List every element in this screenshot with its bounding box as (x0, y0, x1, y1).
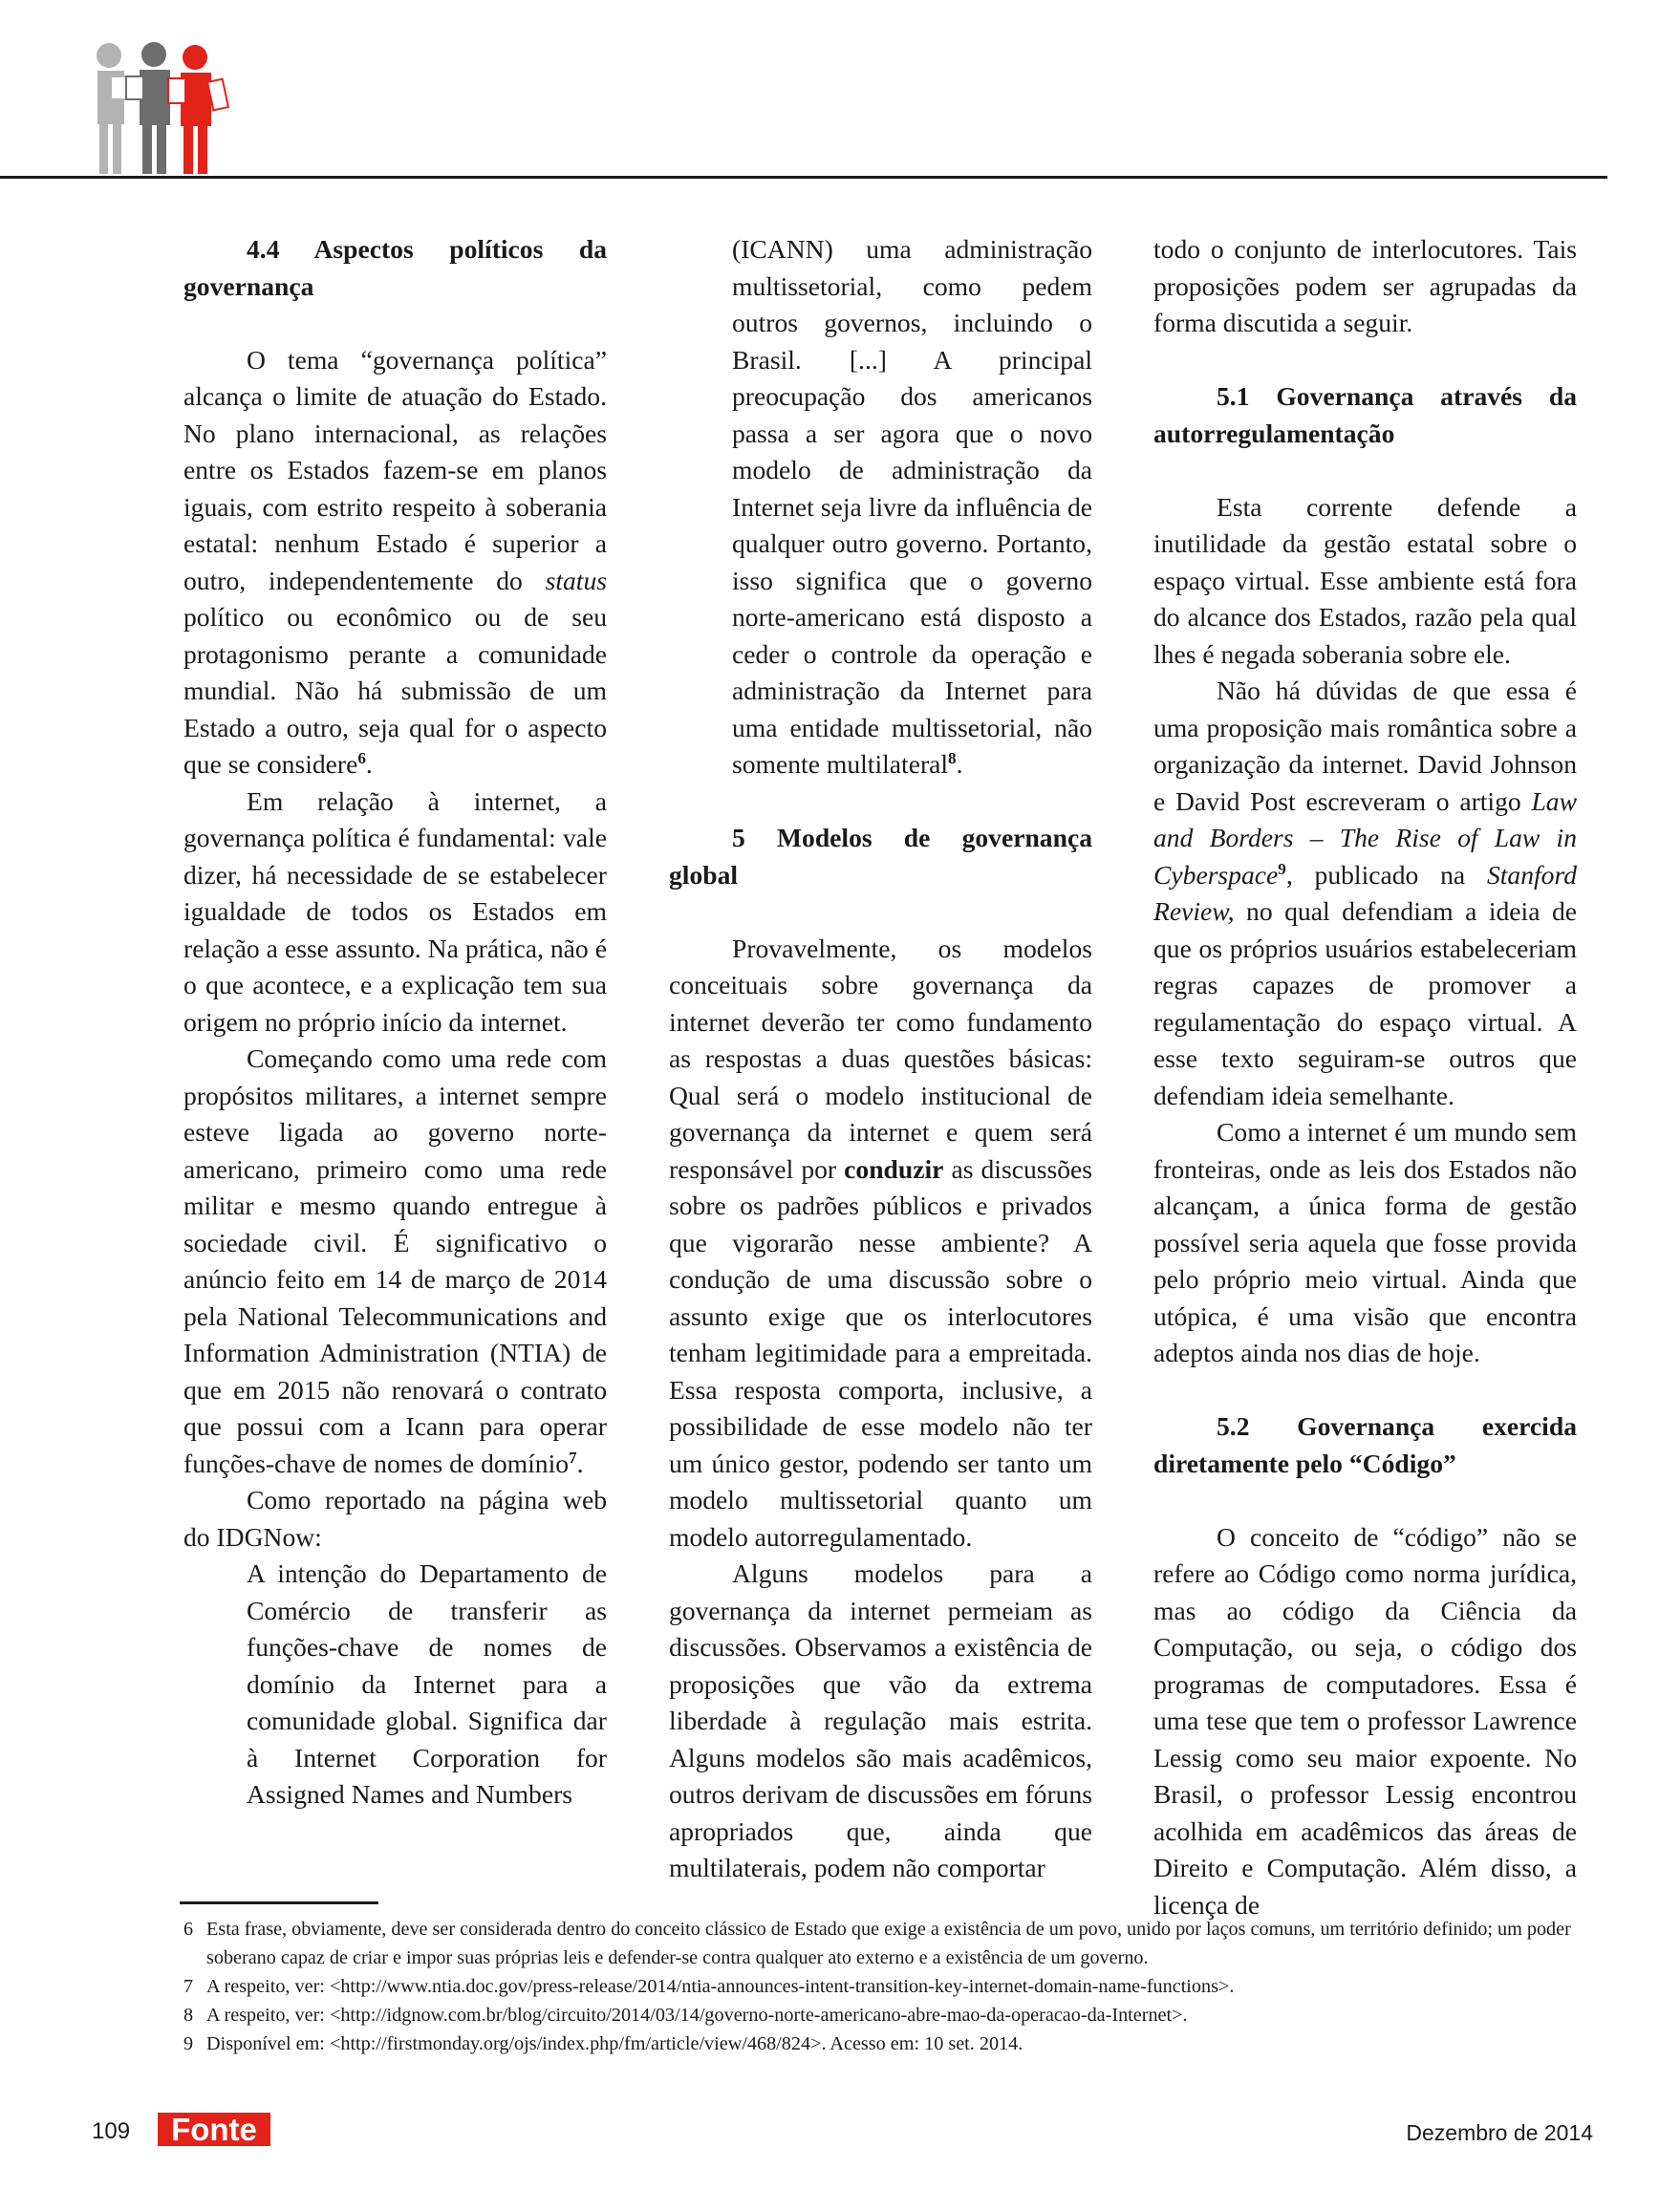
footnote-8: 8 A respeito, ver: <http://idgnow.com.br/blog/circuito/2014/03/14/governo-norte-americano-abre-mao-da-operacao-da-Internet>. (183, 2005, 1188, 2026)
footnote-ref: 7 (569, 1448, 577, 1467)
column-1 (183, 231, 607, 1814)
section-heading-5-2: 5.2 Governança exercida diretamente pelo “Código” (1153, 1411, 1577, 1478)
footnote-9: 9 Disponível em: <http://firstmonday.org/ojs/index.php/fm/article/view/468/824>. Acesso em: 10 set. 2014. (183, 2033, 1023, 2054)
block-quote-continued: (ICANN) uma administração multissetorial, como pedem outros governos, incluindo o Brasil. [...] A principal preocupação dos americanos passa a ser agora que o novo modelo de administração da Internet seja livre da influência de qualquer outro governo. Portanto, isso significa que o governo norte-americano está disposto a ceder o controle da operação e administração da Internet para uma entidade multissetorial, não somente multilateral$^8$. (732, 234, 1092, 779)
three-people-icon (92, 38, 235, 177)
footnote-rule (180, 1901, 378, 1904)
paragraph: Começando como uma rede com propósitos militares, a internet sempre esteve ligada ao governo norte-americano, primeiro como uma rede militar e mesmo quando entregue à sociedade civil. É significativo o anúncio feito em 14 de março de 2014 pela National Telecommunications and Information Administration (NTIA) de que em 2015 não renovará o contrato que possui com a Icann para operar funções-chave de nomes de domínio$^7$. (183, 1043, 607, 1478)
footnote-ref: 8 (948, 748, 957, 767)
paragraph: todo o conjunto de interlocutores. Tais proposições podem ser agrupadas da forma discutida a seguir. (1153, 234, 1577, 337)
paragraph: Não há dúvidas de que essa é uma proposição mais romântica sobre a organização da internet. David Johnson e David Post escreveram o artigo Law and Borders – The Rise of Law in Cyberspace$^9$, publicado na Stanford Review, no qual defendiam a ideia de que os próprios usuários estabeleceriam regras capazes de promover a regulamentação do espaço virtual. A esse texto seguiram-se outros que defendiam ideia semelhante. (1153, 676, 1577, 1110)
header-rule (0, 176, 1607, 179)
footnotes (180, 1915, 1575, 2058)
paragraph: O conceito de “código” não se refere ao Código como norma jurídica, mas ao código da Ciência da Computação, ou seja, o código dos programas de computadores. Essa é uma tese que tem o professor Lawrence Lessig como seu maior expoente. No Brasil, o professor Lessig encontrou acolhida em acadêmicos das áreas de Direito e Computação. Além disso, a licença de (1153, 1521, 1577, 1920)
page-number: 109 (92, 2118, 131, 2144)
issue-date: Dezembro de 2014 (1406, 2120, 1593, 2145)
footnote-6: 6 Esta frase, obviamente, deve ser considerada dentro do conceito clássico de Estado que exige a existência de um povo, unido por laços comuns, um território definido; um poder soberano capaz de criar e impor suas próprias leis e defender-se contra qualquer ato externo e a existência de um governo. (183, 1919, 1571, 1968)
paragraph: Alguns modelos para a governança da internet permeiam as discussões. Observamos a existência de proposições que vão da extrema liberdade à regulação mais estrita. Alguns modelos são mais acadêmicos, outros derivam de discussões em fóruns apropriados que, ainda que multilaterais, podem não comportar (669, 1558, 1092, 1882)
block-quote: A intenção do Departamento de Comércio de transferir as funções-chave de nomes de domínio da Internet para a comunidade global. Significa dar à Internet Corporation for Assigned Names and Numbers (247, 1558, 607, 1809)
column-2 (669, 231, 1092, 1887)
paragraph: Em relação à internet, a governança política é fundamental: vale dizer, há necessidade de se estabelecer igualdade de todos os Estados em relação a esse assunto. Na prática, não é o que acontece, e a explicação tem sua origem no próprio início da internet. (183, 785, 607, 1037)
column-3 (1153, 231, 1577, 1923)
paragraph: Como reportado na página web do IDGNow: (183, 1485, 607, 1552)
footnote-ref: 9 (1278, 859, 1286, 878)
footnote-ref: 6 (357, 748, 366, 767)
section-heading-4-4: 4.4 Aspectos políticos da governança (183, 234, 607, 301)
paragraph: Esta corrente defende a inutilidade da gestão estatal sobre o espaço virtual. Esse ambiente está fora do alcance dos Estados, razão pela qual lhes é negada soberania sobre ele. (1153, 491, 1577, 669)
paragraph: Como a internet é um mundo sem fronteiras, onde as leis dos Estados não alcançam, a única forma de gestão possível seria aquela que fosse provida pelo próprio meio virtual. Ainda que utópica, é uma visão que encontra adeptos ainda nos dias de hoje. (1153, 1117, 1577, 1367)
footnote-7: 7 A respeito, ver: <http://www.ntia.doc.gov/press-release/2014/ntia-announces-intent-transition-key-internet-domain-name-functions>. (183, 1976, 1235, 1997)
paragraph: O tema “governança política” alcança o limite de atuação do Estado. No plano internacional, as relações entre os Estados fazem-se em planos iguais, com estrito respeito à soberania estatal: nenhum Estado é superior a outro, independentemente do status político ou econômico ou de seu protagonismo perante a comunidade mundial. Não há submissão de um Estado a outro, seja qual for o aspecto que se considere$^6$. (183, 344, 607, 779)
magazine-logo: Fonte (158, 2113, 270, 2146)
paragraph: Provavelmente, os modelos conceituais sobre governança da internet deverão ter como fundamento as respostas a duas questões básicas: Qual será o modelo institucional de governança da internet e quem será responsável por conduzir as discussões sobre os padrões públicos e privados que vigorarão nesse ambiente? A condução de uma discussão sobre o assunto exige que os interlocutores tenham legitimidade para a empreitada. Essa resposta comporta, inclusive, a possibilidade de esse modelo não ter um único gestor, podendo ser tanto um modelo multissetorial quanto um modelo autorregulamentado. (669, 933, 1092, 1552)
section-heading-5: 5 Modelos de governança global (669, 823, 1092, 890)
section-heading-5-1: 5.1 Governança através da autorregulamentação (1153, 381, 1577, 448)
